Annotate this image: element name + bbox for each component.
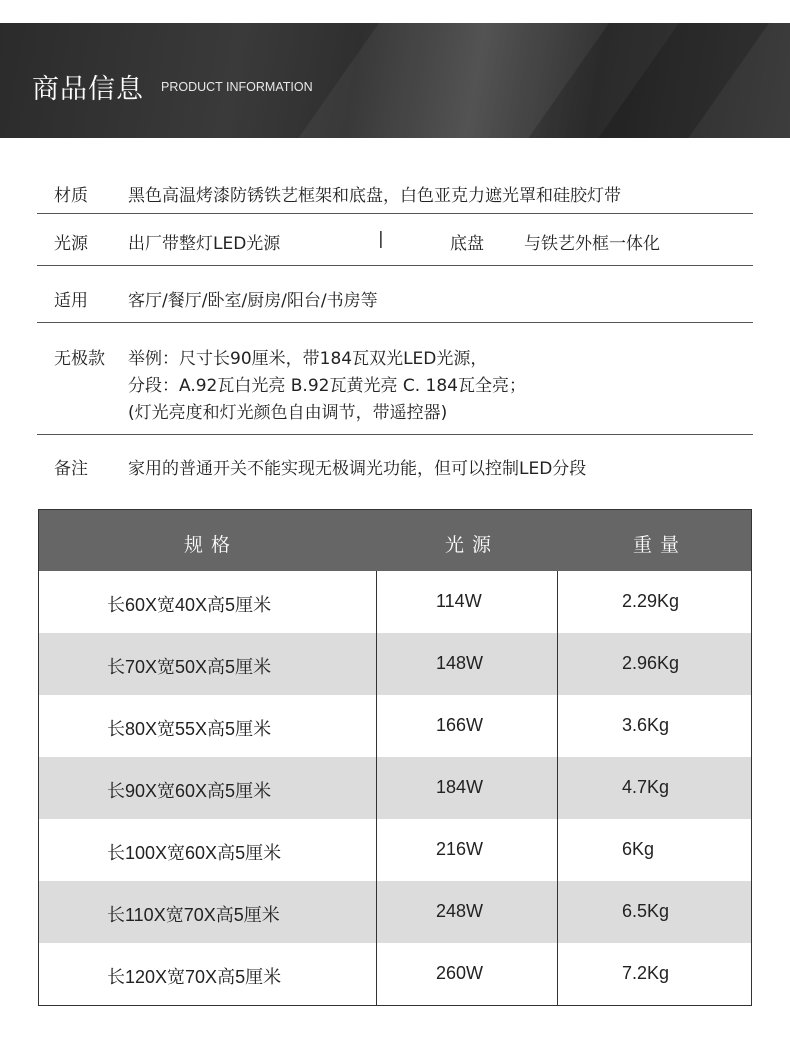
cell-weight: 7.2Kg <box>622 963 670 983</box>
table-row <box>39 695 751 757</box>
cell-source: 184W <box>436 777 484 797</box>
info-row-light-source <box>37 214 753 266</box>
header-source: 光源 <box>445 534 500 556</box>
info-label: 材质 <box>54 186 88 206</box>
cell-source: 260W <box>436 963 484 983</box>
info-label: 无极款 <box>54 349 105 369</box>
banner-title: 商品信息 <box>32 74 144 105</box>
table-row <box>39 757 751 819</box>
cell-spec: 长100X宽60X高5厘米 <box>107 843 282 863</box>
info-chassis-value: 与铁艺外框一体化 <box>524 234 660 254</box>
cell-weight: 4.7Kg <box>622 777 670 797</box>
info-value-line: 举例：尺寸长90厘米，带184瓦双光LED光源， <box>128 349 488 369</box>
table-row <box>39 571 751 633</box>
cell-source: 248W <box>436 901 484 921</box>
info-row-stepless <box>37 323 753 435</box>
cell-source: 166W <box>436 715 484 735</box>
info-value: 黑色高温烤漆防锈铁艺框架和底盘，白色亚克力遮光罩和硅胶灯带 <box>128 186 621 206</box>
cell-weight: 2.29Kg <box>622 591 680 611</box>
info-chassis-label: 底盘 <box>450 234 484 254</box>
cell-spec: 长80X宽55X高5厘米 <box>107 719 272 739</box>
cell-weight: 6.5Kg <box>622 901 670 921</box>
info-row-note <box>37 435 753 491</box>
table-row <box>39 881 751 943</box>
cell-weight: 2.96Kg <box>622 653 680 673</box>
info-label: 备注 <box>54 459 88 479</box>
table-row <box>39 819 751 881</box>
banner-subtitle: PRODUCT INFORMATION <box>161 80 313 94</box>
info-value: 客厅/餐厅/卧室/厨房/阳台/书房等 <box>128 291 378 311</box>
column-divider <box>557 571 558 1005</box>
table-header <box>39 510 751 571</box>
column-divider <box>376 571 377 1005</box>
info-value: 出厂带整灯LED光源 <box>128 234 281 254</box>
cell-source: 114W <box>436 591 482 611</box>
cell-weight: 6Kg <box>622 839 655 859</box>
info-label: 光源 <box>54 234 88 254</box>
cell-source: 216W <box>436 839 484 859</box>
info-row-material <box>37 166 753 214</box>
header-spec: 规格 <box>184 534 239 556</box>
table-row <box>39 943 751 1005</box>
info-row-suitable <box>37 266 753 323</box>
info-label: 适用 <box>54 291 88 311</box>
info-value-highlight: (灯光亮度和灯光颜色自由调节，带遥控器) <box>128 403 448 423</box>
info-value-line: 分段：A.92瓦白光亮 B.92瓦黄光亮 C. 184瓦全亮； <box>128 376 526 396</box>
cell-spec: 长60X宽40X高5厘米 <box>107 595 272 615</box>
banner <box>0 23 790 138</box>
table-row <box>39 633 751 695</box>
info-value: 家用的普通开关不能实现无极调光功能，但可以控制LED分段 <box>128 459 587 479</box>
cell-spec: 长70X宽50X高5厘米 <box>107 657 272 677</box>
header-weight: 重量 <box>633 534 688 556</box>
cell-spec: 长110X宽70X高5厘米 <box>107 905 280 925</box>
cell-spec: 长120X宽70X高5厘米 <box>107 967 282 987</box>
cell-weight: 3.6Kg <box>622 715 670 735</box>
spec-table <box>38 509 752 1006</box>
info-separator: | <box>378 229 384 249</box>
cell-source: 148W <box>436 653 484 673</box>
cell-spec: 长90X宽60X高5厘米 <box>107 781 272 801</box>
